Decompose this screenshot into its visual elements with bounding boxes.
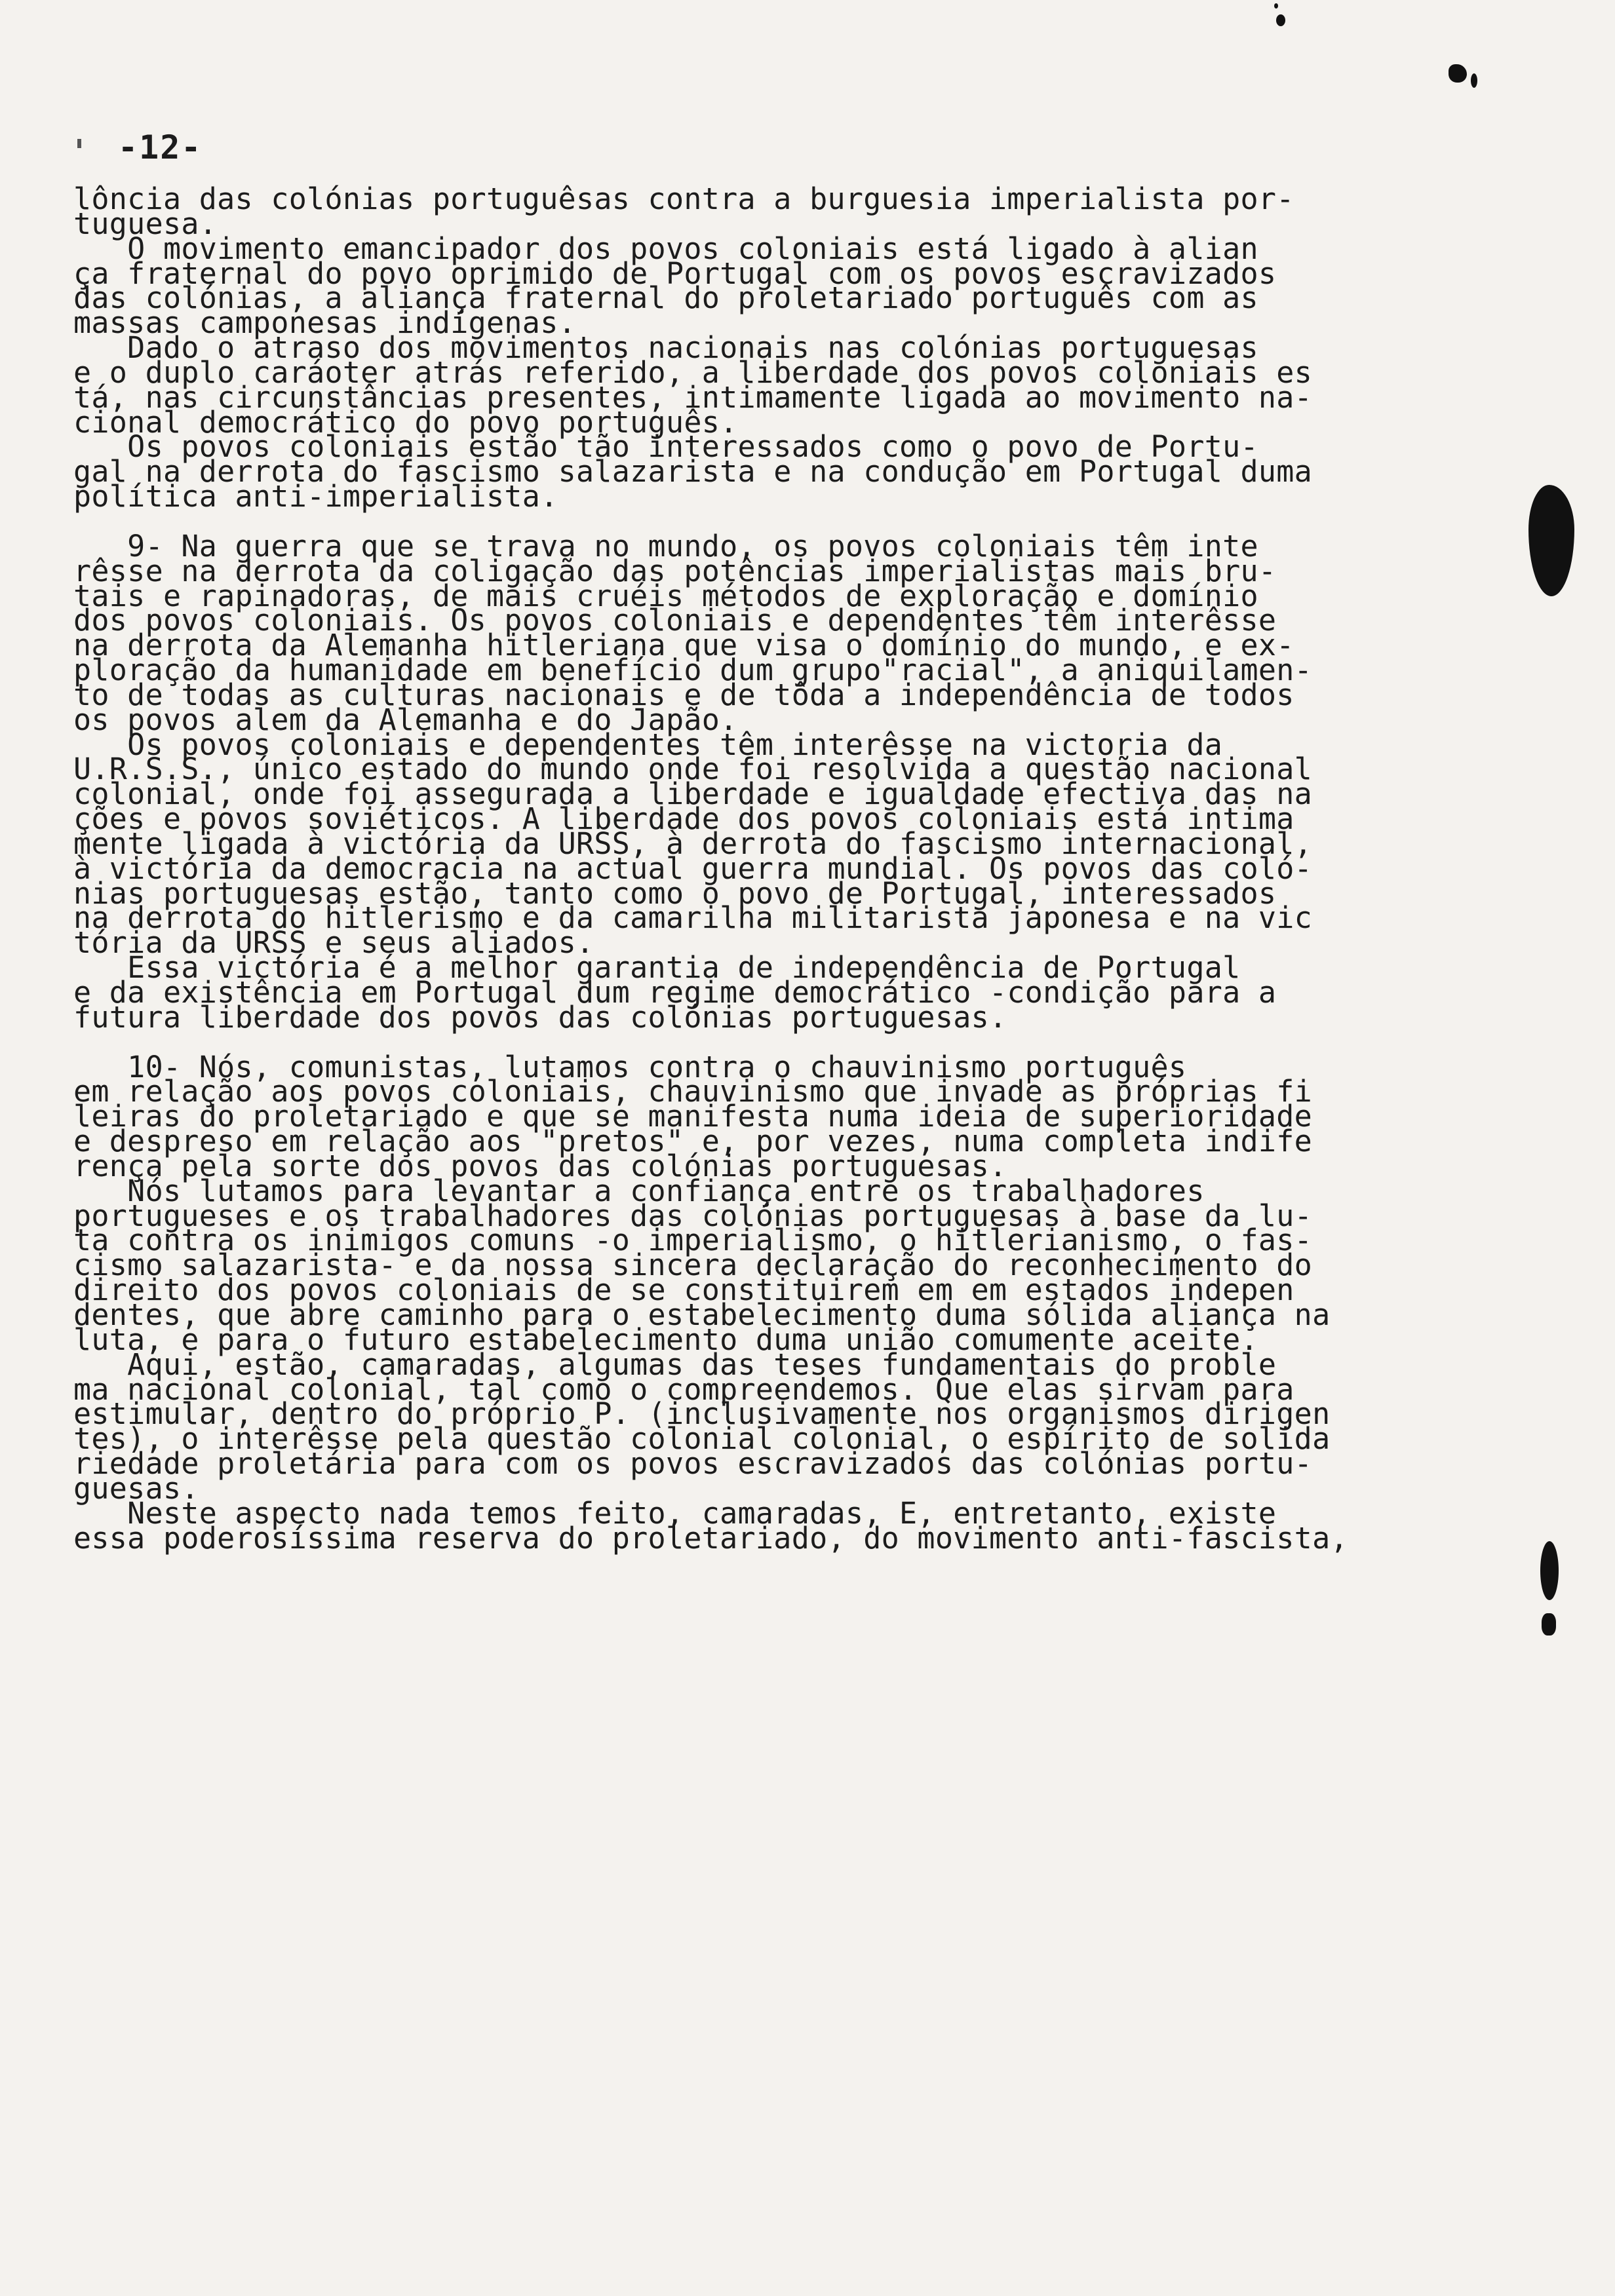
text-line: cismo salazarista- e da nossa sincera declaração do reconhecimento do: [73, 1248, 1313, 1283]
text-line: Os povos coloniais e dependentes têm interêsse na victoria da: [73, 727, 1223, 762]
text-line: lôncia das colónias portuguêsas contra a burguesia imperialista por-: [73, 182, 1294, 216]
text-line: massas camponesas indígenas.: [73, 305, 576, 341]
text-line: rença pela sorte dos povos das colónias portuguesas.: [73, 1148, 1007, 1183]
punch-hole-mark: [1528, 485, 1574, 596]
text-line: leiras do proletariado e que se manifesta numa ideia de superioridade: [73, 1099, 1313, 1134]
text-line: guesas.: [73, 1470, 199, 1506]
text-line: Neste aspecto nada temos feito, camaradas, E, entretanto, existe: [73, 1495, 1277, 1531]
text-line: ploração da humanidade em benefício dum grupo"racial", a aniquilamen-: [73, 653, 1313, 688]
text-line: portugueses e os trabalhadores das colónias portuguesas à base da lu-: [73, 1198, 1313, 1233]
text-line: riedade proletária para com os povos escravizados das colónias portu-: [73, 1446, 1313, 1482]
text-line: colonial, onde foi assegurada a liberdade e igualdade efectiva das na: [73, 776, 1313, 812]
text-line: das colónias, a aliança fraternal do proletariado português com as: [73, 280, 1258, 316]
text-line: tuguesa.: [73, 206, 218, 241]
text-line: à victória da democracia na actual guerra mundial. Os povos das coló-: [73, 851, 1313, 886]
text-line: Aqui, estão, camaradas, algumas das teses fundamentais do proble: [73, 1347, 1277, 1382]
text-line: tes), o interêsse pela questão colonial colonial, o espírito de solida: [73, 1421, 1331, 1457]
text-line: em relação aos povos coloniais, chauvinismo que invade as próprias fi: [73, 1074, 1313, 1109]
text-line: e da existência em Portugal dum regime democrático -condição para a: [73, 975, 1277, 1010]
text-line: essa poderosíssima reserva do proletariado, do movimento anti-fascista,: [73, 1520, 1348, 1556]
text-line: ça fraternal do povo oprimido de Portugal com os povos escravizados: [73, 256, 1277, 291]
text-line: tória da URSS e seus aliados.: [73, 925, 594, 961]
text-line: rêsse na derrota da coligação das potências imperialistas mais bru-: [73, 553, 1277, 588]
text-line: os povos alem da Alemanha e do Japão.: [73, 702, 738, 737]
text-line: na derrota da Alemanha hitleriana que visa o domínio do mundo, e ex-: [73, 628, 1294, 663]
text-line: dos povos coloniais. Os povos coloniais e dependentes têm interêsse: [73, 603, 1277, 638]
text-line: Essa victória é a melhor garantia de independência de Portugal: [73, 950, 1241, 985]
text-line: futura liberdade dos povos das colónias portuguesas.: [73, 999, 1007, 1035]
text-line: direito dos povos coloniais de se constituirem em em estados indepen: [73, 1272, 1294, 1308]
text-line: to de todas as culturas nacionais e de tôda a independência de todos: [73, 677, 1294, 712]
text-line: Dado o atraso dos movimentos nacionais nas colónias portuguesas: [73, 330, 1258, 366]
text-line: Nós lutamos para levantar a confiança entre os trabalhadores: [73, 1173, 1205, 1208]
ink-speck: [1274, 3, 1278, 9]
text-line: U.R.S.S., único estado do mundo onde foi resolvida a questão nacional: [73, 752, 1313, 787]
text-line: ma nacional colonial, tal como o compreendemos. Que elas sirvam para: [73, 1371, 1294, 1407]
text-line: e despreso em relação aos "pretos" e, por vezes, numa completa indife: [73, 1124, 1313, 1159]
text-line: ções e povos soviéticos. A liberdade dos povos coloniais está intima: [73, 801, 1294, 837]
ink-speck: [77, 139, 81, 148]
ink-speck: [1471, 73, 1477, 88]
text-line: estimular, dentro do próprio P. (inclusivamente nos organismos dirigen: [73, 1396, 1331, 1432]
text-line: tá, nas circunstâncias presentes, intimamente ligada ao movimento na-: [73, 379, 1313, 415]
page-number: -12-: [118, 128, 203, 166]
text-line: dentes, que abre caminho para o estabelecimento duma sólida aliança na: [73, 1297, 1331, 1332]
ink-speck: [1449, 64, 1467, 83]
text-line: Os povos coloniais estão tão interessados como o povo de Portu-: [73, 429, 1258, 465]
text-line: 9- Na guerra que se trava no mundo, os povos coloniais têm inte: [73, 528, 1258, 564]
text-line: mente ligada à victória da URSS, à derrota do fascismo internacional,: [73, 826, 1313, 861]
text-line: gal na derrota do fascismo salazarista e na condução em Portugal duma: [73, 454, 1313, 489]
text-line: na derrota do hitlerismo e da camarilha militarista japonesa e na vic: [73, 900, 1313, 936]
document-body: [73, 182, 1443, 1556]
ink-speck: [1276, 14, 1285, 26]
text-line: e o duplo caráoter atrás referido, a liberdade dos povos coloniais es: [73, 354, 1313, 390]
text-line: nias portuguesas estão, tanto como o povo de Portugal, interessados: [73, 875, 1277, 911]
punch-hole-mark: [1542, 1613, 1556, 1636]
text-line: 10- Nós, comunistas, lutamos contra o chauvinismo português: [73, 1049, 1187, 1084]
text-line: ta contra os inimigos comuns -o imperialismo, o hitlerianismo, o fas-: [73, 1223, 1313, 1258]
text-line: cional democrático do povo português.: [73, 404, 738, 440]
text-line: política anti-imperialista.: [73, 479, 558, 514]
text-line: O movimento emancipador dos povos coloniais está ligado à alian: [73, 231, 1258, 266]
text-line: tais e rapinadoras, de mais cruéis métodos de exploração e domínio: [73, 578, 1258, 613]
text-line: luta, e para o futuro estabelecimento duma união comumente aceite.: [73, 1322, 1258, 1357]
punch-hole-mark: [1540, 1541, 1559, 1600]
